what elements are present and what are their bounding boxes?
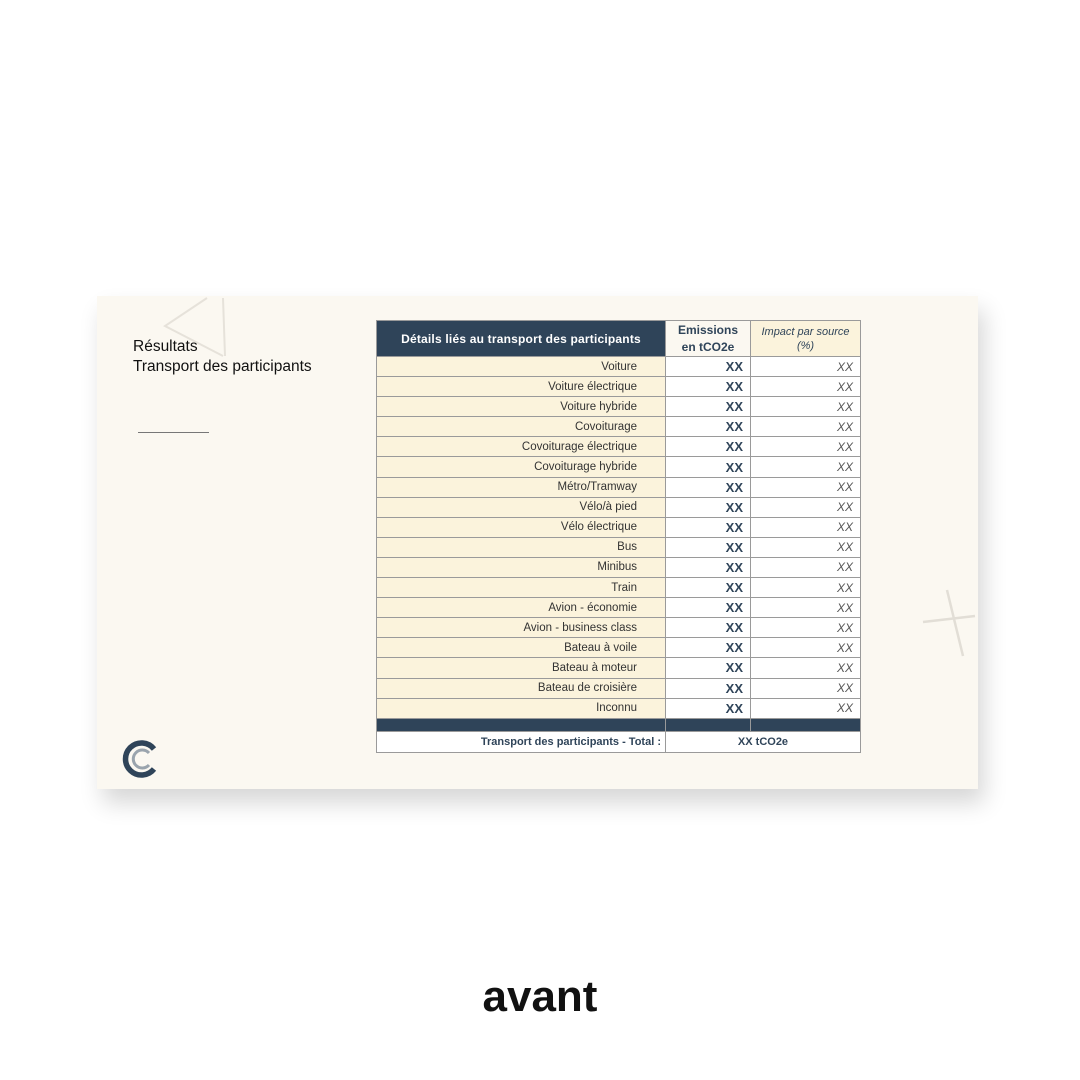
row-impact: XX — [751, 477, 861, 497]
row-impact: XX — [751, 638, 861, 658]
row-emissions: XX — [666, 397, 751, 417]
slide-title — [133, 337, 312, 377]
row-emissions: XX — [666, 497, 751, 517]
table-row — [377, 357, 861, 377]
table-row — [377, 698, 861, 718]
table-header-row — [377, 321, 861, 357]
row-impact: XX — [751, 598, 861, 618]
row-impact: XX — [751, 578, 861, 598]
row-emissions: XX — [666, 477, 751, 497]
caption-before-label: avant — [482, 972, 598, 1021]
header-impact — [751, 321, 861, 357]
table-row — [377, 397, 861, 417]
row-label: Train — [377, 578, 666, 598]
row-emissions: XX — [666, 417, 751, 437]
row-emissions: XX — [666, 537, 751, 557]
slide-title-line-2: Transport des participants — [133, 358, 312, 375]
row-emissions: XX — [666, 517, 751, 537]
total-label: Transport des participants - Total : — [377, 731, 666, 752]
row-label: Métro/Tramway — [377, 477, 666, 497]
row-impact: XX — [751, 437, 861, 457]
title-underline — [138, 432, 209, 433]
row-impact: XX — [751, 557, 861, 577]
row-label: Bateau de croisière — [377, 678, 666, 698]
row-label: Voiture hybride — [377, 397, 666, 417]
row-emissions: XX — [666, 698, 751, 718]
table-row — [377, 678, 861, 698]
row-label: Vélo/à pied — [377, 497, 666, 517]
slide — [97, 296, 978, 789]
separator-cell — [666, 718, 751, 731]
row-impact: XX — [751, 497, 861, 517]
row-label: Voiture électrique — [377, 377, 666, 397]
row-emissions: XX — [666, 457, 751, 477]
table-row — [377, 658, 861, 678]
table-row — [377, 537, 861, 557]
row-emissions: XX — [666, 598, 751, 618]
table-row — [377, 497, 861, 517]
row-label: Vélo électrique — [377, 517, 666, 537]
separator-cell — [377, 718, 666, 731]
row-label: Avion - business class — [377, 618, 666, 638]
header-emissions-line-2: en tCO2e — [681, 339, 735, 354]
row-impact: XX — [751, 377, 861, 397]
row-impact: XX — [751, 678, 861, 698]
row-label: Covoiturage électrique — [377, 437, 666, 457]
table-row — [377, 517, 861, 537]
separator-cell — [751, 718, 861, 731]
table-separator-row — [377, 718, 861, 731]
row-emissions: XX — [666, 557, 751, 577]
row-impact: XX — [751, 658, 861, 678]
table-row — [377, 377, 861, 397]
row-impact: XX — [751, 618, 861, 638]
row-emissions: XX — [666, 578, 751, 598]
decorative-cross-shape — [921, 586, 977, 658]
header-emissions — [666, 321, 751, 357]
table-row — [377, 557, 861, 577]
header-emissions-line-1: Emissions — [677, 322, 739, 337]
row-emissions: XX — [666, 357, 751, 377]
table-row — [377, 417, 861, 437]
header-details: Détails liés au transport des participants — [377, 321, 666, 357]
table-total-row — [377, 731, 861, 752]
table-row — [377, 477, 861, 497]
table-row — [377, 437, 861, 457]
table-row — [377, 578, 861, 598]
row-impact: XX — [751, 457, 861, 477]
row-emissions: XX — [666, 678, 751, 698]
row-impact: XX — [751, 417, 861, 437]
row-impact: XX — [751, 537, 861, 557]
header-impact-line-1: Impact par source — [761, 325, 850, 338]
table-row — [377, 638, 861, 658]
table-row — [377, 598, 861, 618]
row-label: Covoiturage hybride — [377, 457, 666, 477]
brand-logo-icon — [122, 739, 162, 779]
row-impact: XX — [751, 357, 861, 377]
row-label: Voiture — [377, 357, 666, 377]
row-label: Bus — [377, 537, 666, 557]
row-impact: XX — [751, 698, 861, 718]
table-row — [377, 457, 861, 477]
row-label: Inconnu — [377, 698, 666, 718]
row-label: Covoiturage — [377, 417, 666, 437]
row-label: Bateau à voile — [377, 638, 666, 658]
row-emissions: XX — [666, 638, 751, 658]
row-label: Avion - économie — [377, 598, 666, 618]
row-emissions: XX — [666, 377, 751, 397]
row-emissions: XX — [666, 658, 751, 678]
row-impact: XX — [751, 397, 861, 417]
table-row — [377, 618, 861, 638]
slide-title-line-1: Résultats — [133, 338, 198, 355]
header-impact-line-2: (%) — [796, 339, 815, 352]
row-label: Minibus — [377, 557, 666, 577]
total-value: XX tCO2e — [666, 731, 861, 752]
row-emissions: XX — [666, 618, 751, 638]
row-emissions: XX — [666, 437, 751, 457]
transport-emissions-table — [376, 320, 861, 753]
row-impact: XX — [751, 517, 861, 537]
row-label: Bateau à moteur — [377, 658, 666, 678]
